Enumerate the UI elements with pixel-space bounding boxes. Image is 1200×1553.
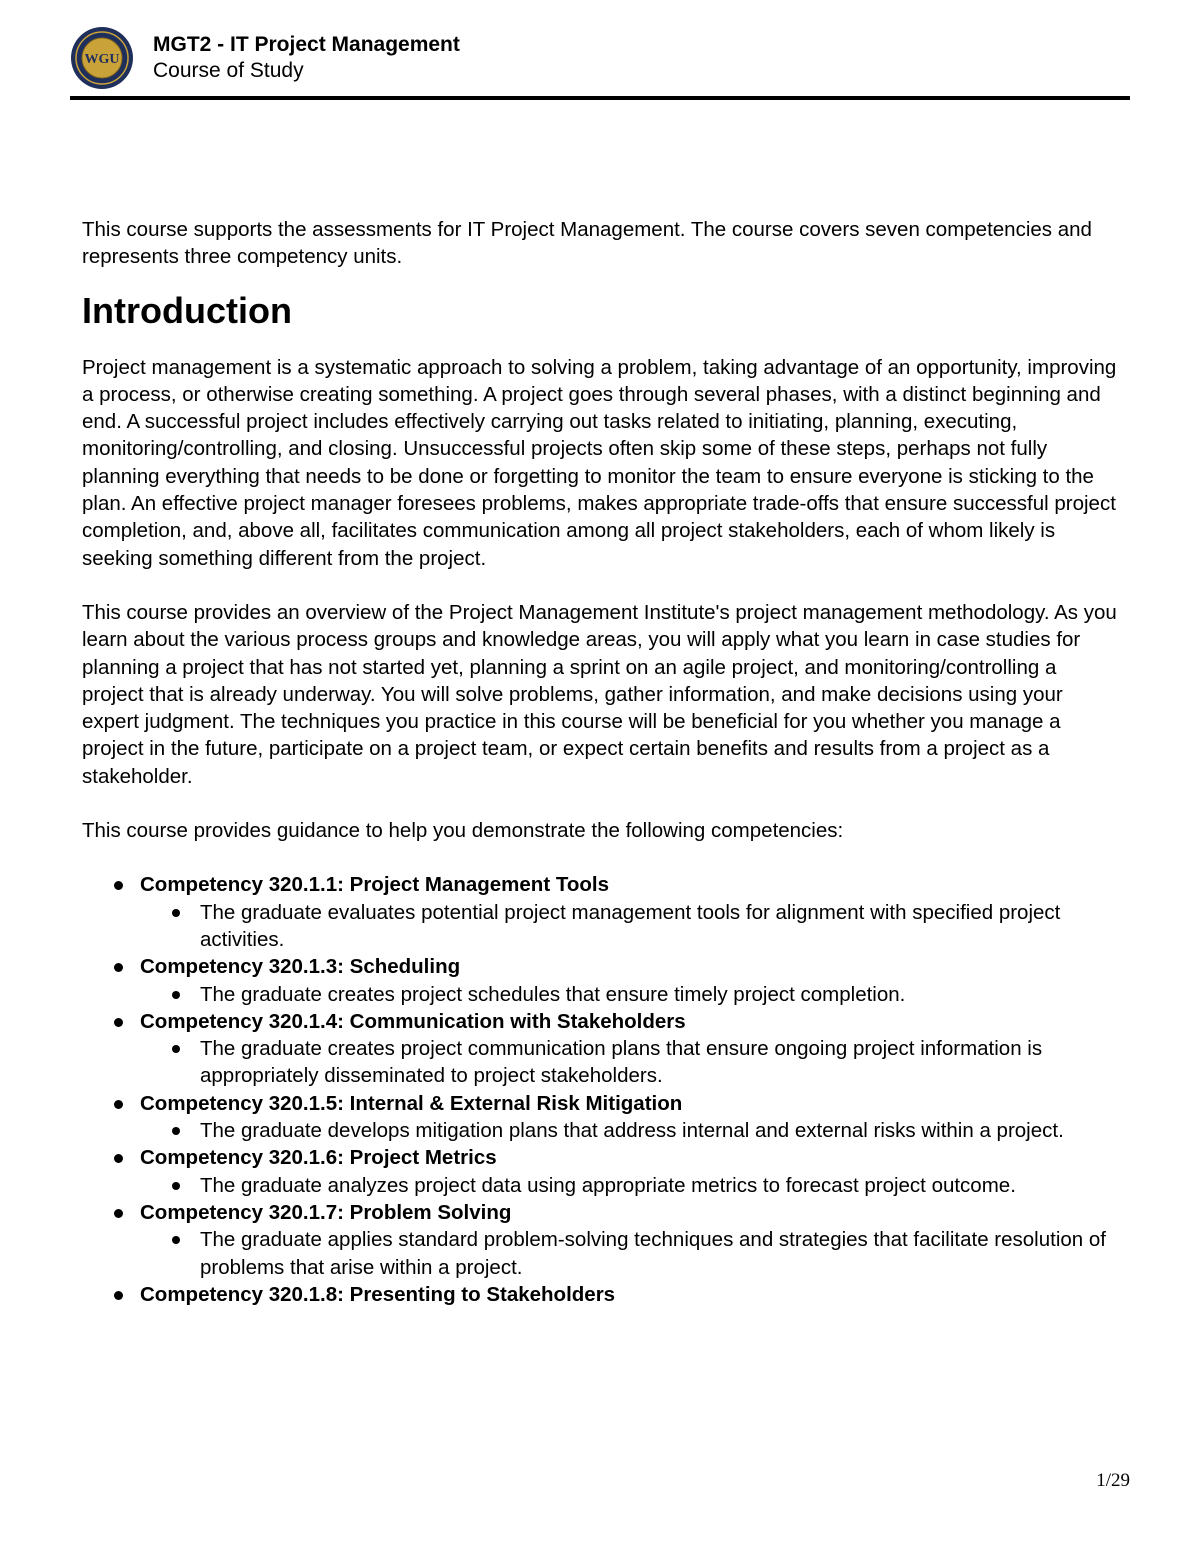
list-item [140, 1117, 1122, 1144]
list-item [82, 1008, 1122, 1090]
competency-sublist [140, 1117, 1122, 1144]
list-item [82, 871, 1122, 953]
section-heading-introduction: Introduction [82, 289, 292, 331]
bullet-icon [172, 1127, 180, 1135]
competency-sublist [140, 981, 1122, 1008]
intro-lead-paragraph: This course supports the assessments for IT Project Management. The course covers seven competencies and represents three competency units. [82, 218, 1092, 269]
competency-title: Competency 320.1.5: Internal & External Risk Mitigation [140, 1091, 683, 1115]
bullet-icon [172, 909, 180, 917]
competency-description: The graduate applies standard problem-solving techniques and strategies that facilitate resolution of problems that arise within a project. [200, 1228, 1106, 1279]
list-item [82, 1199, 1122, 1281]
list-item [140, 1035, 1122, 1090]
competency-sublist [140, 1035, 1122, 1090]
bullet-icon [114, 881, 123, 890]
bullet-icon [114, 1291, 123, 1300]
bullet-icon [172, 1236, 180, 1244]
competency-description: The graduate creates project schedules that ensure timely project completion. [200, 982, 906, 1006]
bullet-icon [114, 963, 123, 972]
header-text [153, 32, 460, 84]
paragraph-competency-intro: This course provides guidance to help you demonstrate the following competencies: [82, 819, 844, 843]
document-header [70, 26, 1130, 98]
course-subtitle: Course of Study [153, 59, 304, 82]
course-code-title: MGT2 - IT Project Management [153, 33, 460, 56]
page-number: 1/29 [1096, 1470, 1130, 1491]
list-item [82, 953, 1122, 1008]
paragraph-project-management: Project management is a systematic approach to solving a problem, taking advantage of an opportunity, improving a process, or otherwise creating something. A project goes through several phases, with a distinct beginning and end. A successful project includes effectively carrying out tasks related to initiating, planning, executing, monitoring/controlling, and closing. Unsuccessful projects often skip some of these steps, perhaps not fully planning everything that needs to be done or forgetting to monitor the team to ensure everyone is sticking to the plan. An effective project manager foresees problems, makes appropriate trade-offs that ensure successful project completion, and, above all, facilitates communication among all project stakeholders, each of whom likely is seeking something different from the project. [82, 355, 1117, 570]
bullet-icon [114, 1154, 123, 1163]
competency-title: Competency 320.1.3: Scheduling [140, 955, 461, 979]
competency-description: The graduate develops mitigation plans that address internal and external risks within a project. [200, 1119, 1064, 1143]
bullet-icon [172, 991, 180, 999]
list-item [82, 1090, 1122, 1145]
list-item [140, 899, 1122, 954]
svg-text:WGU: WGU [84, 52, 120, 67]
competency-description: The graduate analyzes project data using appropriate metrics to forecast project outcome. [200, 1173, 1016, 1197]
competency-sublist [140, 1226, 1122, 1281]
competency-title: Competency 320.1.6: Project Metrics [140, 1146, 497, 1170]
header-divider [70, 96, 1130, 100]
bullet-icon [172, 1045, 180, 1053]
list-item [140, 981, 1122, 1008]
competency-list [82, 871, 1122, 1308]
competency-title: Competency 320.1.1: Project Management Tools [140, 873, 609, 897]
competency-title: Competency 320.1.7: Problem Solving [140, 1200, 512, 1224]
bullet-icon [172, 1182, 180, 1190]
competency-sublist [140, 1172, 1122, 1199]
competency-title: Competency 320.1.4: Communication with Stakeholders [140, 1009, 686, 1033]
list-item [140, 1226, 1122, 1281]
list-item [140, 1172, 1122, 1199]
paragraph-course-overview: This course provides an overview of the Project Management Institute's project management methodology. As you learn about the various process groups and knowledge areas, you will apply what you learn in case studies for planning a project that has not started yet, planning a sprint on an agile project, and monitoring/controlling a project that is already underway. You will solve problems, gather information, and make decisions using your expert judgment. The techniques you practice in this course will be beneficial for you whether you manage a project in the future, participate on a project team, or expect certain benefits and results from a project as a stakeholder. [82, 600, 1117, 788]
list-item [82, 1281, 1122, 1308]
competency-sublist [140, 899, 1122, 954]
competency-description: The graduate evaluates potential project management tools for alignment with specified project activities. [200, 900, 1061, 951]
competency-title: Competency 320.1.8: Presenting to Stakeholders [140, 1282, 616, 1306]
bullet-icon [114, 1209, 123, 1218]
bullet-icon [114, 1100, 123, 1109]
list-item [82, 1144, 1122, 1199]
university-seal-icon [70, 26, 134, 90]
bullet-icon [114, 1018, 123, 1027]
document-body [82, 216, 1122, 1308]
competency-description: The graduate creates project communication plans that ensure ongoing project information is appropriately disseminated to project stakeholders. [200, 1037, 1043, 1088]
